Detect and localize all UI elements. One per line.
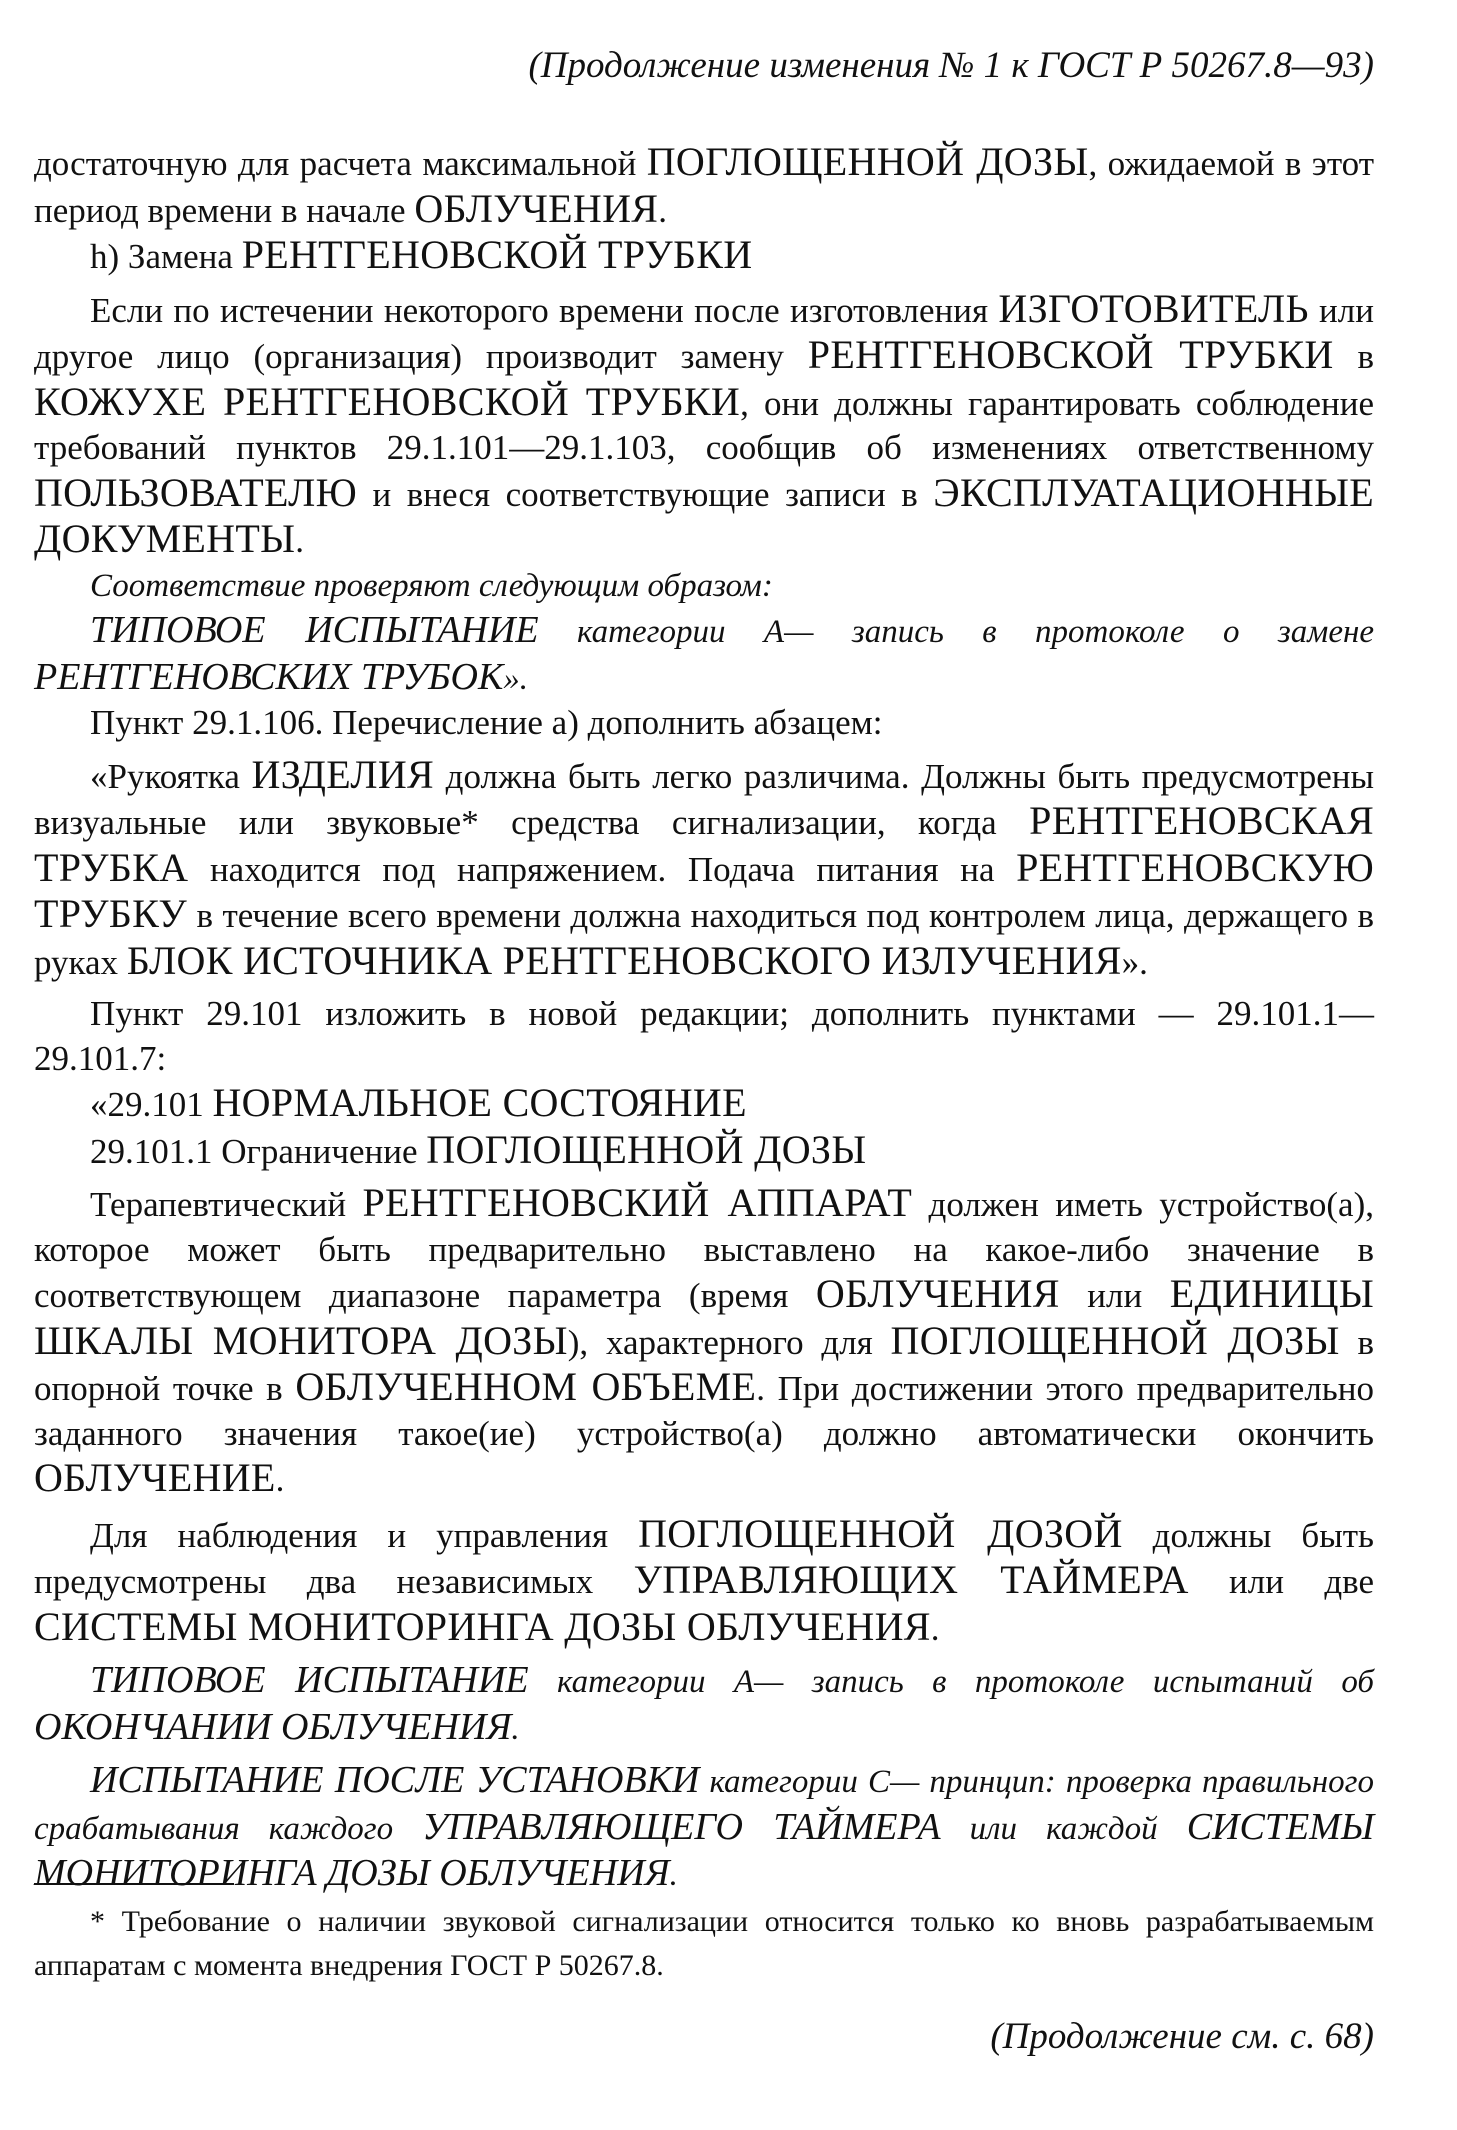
paragraph-normal-condition: «29.101 НОРМАЛЬНОЕ СОСТОЯНИЕ	[90, 1080, 747, 1125]
paragraph-type-test-termination: ТИПОВОЕ ИСПЫТАНИЕ категории А— запись в протоколе испытаний об ОКОНЧАНИИ ОБЛУЧЕНИЯ.	[34, 1659, 1374, 1748]
footnote-text: * Требование о наличии звуковой сигнализации относится только ко вновь разрабатываемым аппаратам с момента внедрения ГОСТ Р 50267.8.	[34, 1905, 1374, 1982]
paragraph-compliance-check: Соответствие проверяют следующим образом:	[90, 567, 773, 604]
paragraph-clause-29-101: Пункт 29.101 изложить в новой редакции; дополнить пунктами — 29.101.1—29.101.7:	[34, 994, 1374, 1078]
paragraph-handle-signalling: «Рукоятка ИЗДЕЛИЯ должна быть легко различима. Должны быть предусмотрены визуальные или звуковые* средства сигнализации, когда РЕНТГЕНОВСКАЯ ТРУБКА находится под напряжением. Подача питания на РЕНТГЕНОВСКУЮ ТРУБКУ в течение всего времени должна находиться под контролем лица, держащего в руках БЛОК ИСТОЧНИКА РЕНТГЕНОВСКОГО ИЗЛУЧЕНИЯ».	[34, 751, 1374, 983]
paragraph-therapeutic-apparatus: Терапевтический РЕНТГЕНОВСКИЙ АППАРАТ должен иметь устройство(а), которое может быть предварительно выставлено на какое-либо значение в соответствующем диапазоне параметра (время ОБЛУЧЕНИЯ или ЕДИНИЦЫ ШКАЛЫ МОНИТОРА ДОЗЫ), характерного для ПОГЛОЩЕННОЙ ДОЗЫ в опорной точке в ОБЛУЧЕННОМ ОБЪЕМЕ. При достижении этого предварительно заданного значения такое(ие) устройство(а) должно автоматически окончить ОБЛУЧЕНИЕ.	[34, 1180, 1374, 1500]
paragraph-clause-29-1-106: Пункт 29.1.106. Перечисление а) дополнить абзацем:	[90, 703, 883, 742]
page-footer: (Продолжение см. с. 68)	[990, 2016, 1374, 2057]
document-body	[34, 140, 1374, 1898]
paragraph-site-test: ИСПЫТАНИЕ ПОСЛЕ УСТАНОВКИ категории С— принцип: проверка правильного срабатывания каждого УПРАВЛЯЮЩЕГО ТАЙМЕРА или каждой СИСТЕМЫ МОНИТОРИНГА ДОЗЫ ОБЛУЧЕНИЯ.	[34, 1759, 1374, 1894]
paragraph-heading-tube-replacement: h) Замена РЕНТГЕНОВСКОЙ ТРУБКИ	[90, 232, 753, 277]
footnote-divider	[34, 1883, 234, 1885]
page-header: (Продолжение изменения № 1 к ГОСТ Р 50267.8—93)	[528, 45, 1374, 86]
paragraph-dose-control: Для наблюдения и управления ПОГЛОЩЕННОЙ ДОЗОЙ должны быть предусмотрены два независимых УПРАВЛЯЮЩИХ ТАЙМЕРА или две СИСТЕМЫ МОНИТОРИНГА ДОЗЫ ОБЛУЧЕНИЯ.	[34, 1510, 1375, 1649]
paragraph-tube-replacement: Если по истечении некоторого времени после изготовления ИЗГОТОВИТЕЛЬ или другое лицо (организация) производит замену РЕНТГЕНОВСКОЙ ТРУБКИ в КОЖУХЕ РЕНТГЕНОВСКОЙ ТРУБКИ, они должны гарантировать соблюдение требований пунктов 29.1.101—29.1.103, сообщив об изменениях ответственному ПОЛЬЗОВАТЕЛЮ и внеся соответствующие записи в ЭКСПЛУАТАЦИОННЫЕ ДОКУМЕНТЫ.	[34, 285, 1374, 561]
paragraph-dose-limitation: 29.101.1 Ограничение ПОГЛОЩЕННОЙ ДОЗЫ	[90, 1126, 867, 1172]
paragraph-dose-continuation: достаточную для расчета максимальной ПОГЛОЩЕННОЙ ДОЗЫ, ожидаемой в этот период времени в начале ОБЛУЧЕНИЯ.	[34, 139, 1374, 231]
paragraph-type-test-tube: ТИПОВОЕ ИСПЫТАНИЕ категории А— запись в протоколе о замене РЕНТГЕНОВСКИХ ТРУБОК».	[34, 609, 1375, 698]
